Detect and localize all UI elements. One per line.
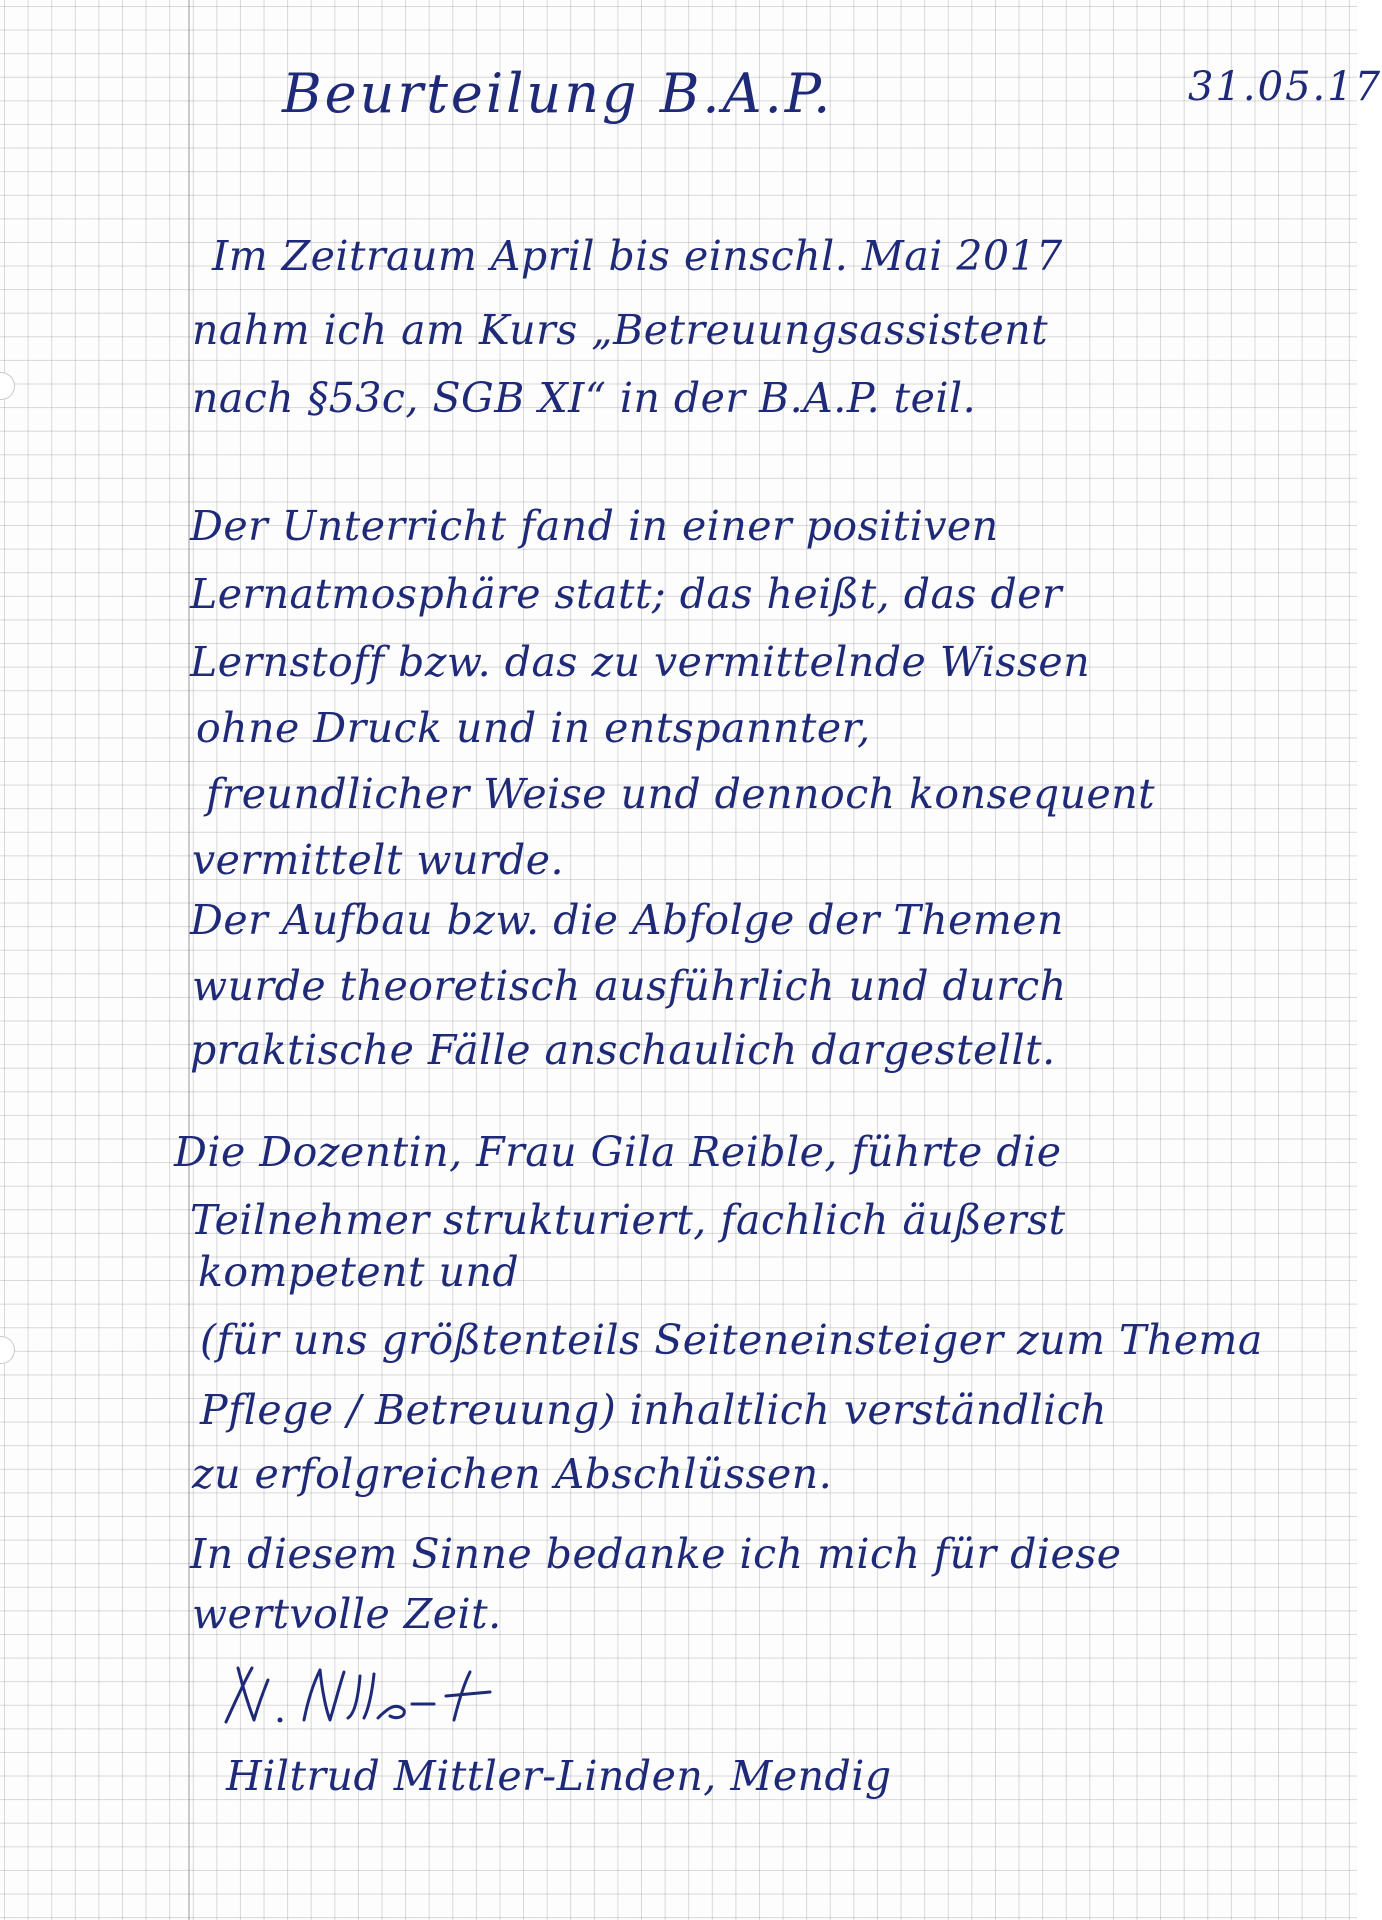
text-line: Lernstoff bzw. das zu vermittelnde Wissen (190, 638, 1091, 686)
margin-line (188, 0, 190, 1920)
text-line: Der Aufbau bzw. die Abfolge der Themen (190, 896, 1064, 944)
document-title: Beurteilung B.A.P. (282, 62, 834, 125)
text-line: Der Unterricht fand in einer positiven (190, 502, 999, 550)
text-line: Teilnehmer strukturiert, fachlich äußerst (190, 1196, 1066, 1244)
text-line: nahm ich am Kurs „Betreuungsassistent (192, 306, 1049, 354)
text-line: kompetent und (198, 1248, 520, 1296)
handwritten-signature (208, 1660, 538, 1732)
text-line: nach §53c, SGB XI“ in der B.A.P. teil. (192, 374, 977, 422)
text-line: vermittelt wurde. (192, 836, 564, 884)
text-line: In diesem Sinne bedanke ich mich für diese (190, 1530, 1122, 1578)
document-date: 31.05.17 (1188, 64, 1382, 110)
text-line: wurde theoretisch ausführlich und durch (192, 962, 1067, 1010)
text-line: Pflege / Betreuung) inhaltlich verständlich (200, 1386, 1108, 1434)
text-line: Im Zeitraum April bis einschl. Mai 2017 (212, 232, 1063, 280)
text-line: wertvolle Zeit. (192, 1590, 502, 1638)
text-line: praktische Fälle anschaulich dargestellt. (190, 1026, 1056, 1074)
signature-name: Hiltrud Mittler-Linden, Mendig (226, 1752, 892, 1800)
text-line: freundlicher Weise und dennoch konsequent (206, 770, 1156, 818)
text-line: Die Dozentin, Frau Gila Reible, führte die (174, 1128, 1062, 1176)
text-line: ohne Druck und in entspannter, (196, 704, 871, 752)
text-line: zu erfolgreichen Abschlüssen. (192, 1450, 833, 1498)
text-line: Lernatmosphäre statt; das heißt, das der (190, 570, 1063, 618)
text-line: (für uns größtenteils Seiteneinsteiger zum Thema (200, 1316, 1263, 1364)
